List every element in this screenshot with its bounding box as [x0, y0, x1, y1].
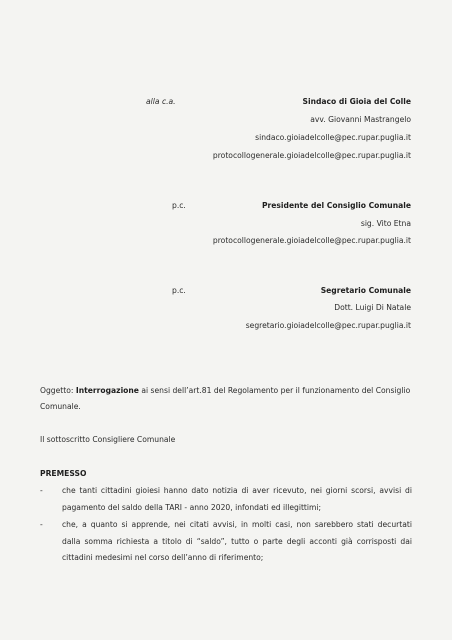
recipient-label: p.c.	[172, 286, 186, 295]
list-item-line: che, a quanto si apprende, nei citati avvisi, in molti casi, non sarebbero stati decurtati	[62, 520, 412, 529]
list-item-line: pagamento del saldo della TARI - anno 2020, infondati ed illegittimi;	[62, 502, 322, 512]
subject-keyword: Interrogazione	[75, 386, 139, 395]
recipient-email: protocollogenerale.gioiadelcolle@pec.rupar.puglia.it	[212, 236, 411, 245]
subject-continuation: Comunale.	[40, 402, 81, 411]
recipient-email: protocollogenerale.gioiadelcolle@pec.rupar.puglia.it	[212, 151, 411, 160]
subject-text: ai sensi dell’art.81 del Regolamento per il funzionamento del Consiglio	[138, 386, 411, 395]
list-item	[62, 517, 412, 567]
list-bullet: -	[40, 486, 43, 495]
recipient-detail: sig. Vito Etna	[360, 219, 411, 228]
list-bullet: -	[40, 520, 43, 529]
recipient-name: Sindaco di Gioia del Colle	[302, 97, 411, 106]
recipient-detail: avv. Giovanni Mastrangelo	[310, 115, 411, 124]
list-item	[62, 483, 412, 516]
recipient-email: segretario.gioiadelcolle@pec.rupar.puglia.it	[245, 321, 411, 330]
recipient-name: Segretario Comunale	[320, 286, 411, 295]
recipient-name: Presidente del Consiglio Comunale	[261, 201, 411, 210]
list-item-line: dalla somma richiesta a titolo di “saldo”, tutto o parte degli acconti già corrisposti dai	[62, 536, 412, 546]
list-item-line: cittadini medesimi nel corso dell’anno di riferimento;	[62, 553, 264, 562]
signatory-text: Il sottoscritto Consigliere Comunale	[40, 435, 176, 444]
subject-line	[40, 386, 410, 396]
subject-prefix: Oggetto:	[40, 386, 76, 395]
recipient-label: p.c.	[172, 201, 186, 210]
recipient-email: sindaco.gioiadelcolle@pec.rupar.puglia.it	[255, 133, 411, 142]
recipient-detail: Dott. Luigi Di Natale	[334, 303, 411, 312]
list-item-line: che tanti cittadini gioiesi hanno dato notizia di aver ricevuto, nei giorni scorsi, avvisi di	[62, 486, 412, 495]
section-heading: PREMESSO	[40, 469, 87, 478]
recipient-label: alla c.a.	[146, 97, 176, 106]
